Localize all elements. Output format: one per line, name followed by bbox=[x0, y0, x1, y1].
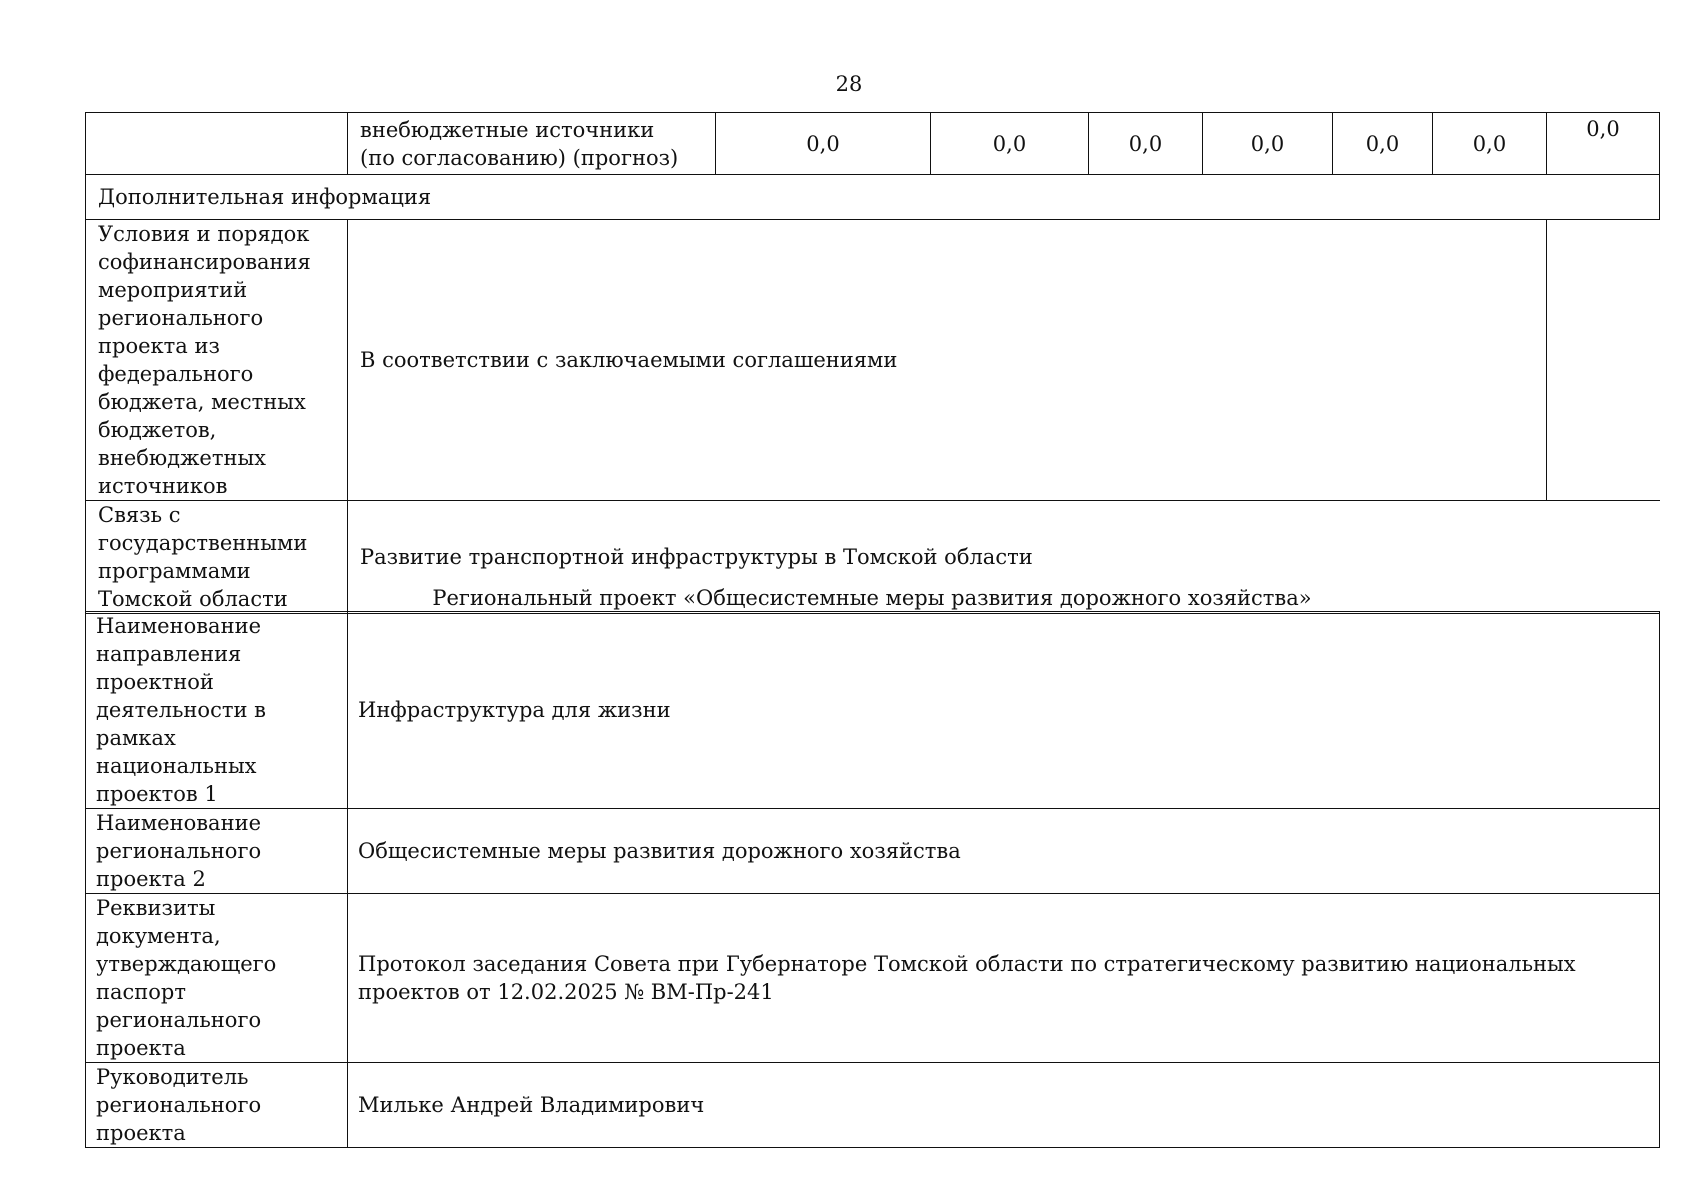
passport-row-value: Инфраструктура для жизни bbox=[348, 612, 1660, 809]
funding-value: 0,0 bbox=[1089, 113, 1203, 175]
cofinancing-value-tail bbox=[1547, 220, 1660, 501]
funding-table bbox=[85, 112, 1660, 614]
funding-empty-cell bbox=[86, 113, 348, 175]
passport-row-value: Мильке Андрей Владимирович bbox=[348, 1063, 1660, 1148]
page-number: 28 bbox=[835, 72, 863, 96]
section-title: Региональный проект «Общесистемные меры развития дорожного хозяйства» bbox=[432, 586, 1312, 610]
additional-info-header: Дополнительная информация bbox=[86, 175, 1660, 220]
funding-value: 0,0 bbox=[1203, 113, 1333, 175]
passport-row-value: Протокол заседания Совета при Губернаторе Томской области по стратегическому развитию национальных проектов от 12.02.2025 № ВМ-Пр-241 bbox=[348, 894, 1660, 1063]
passport-table bbox=[85, 611, 1660, 1148]
cofinancing-label: Условия и порядок софинансирования мероприятий регионального проекта из федерального бюджета, местных бюджетов, внебюджетных источников bbox=[86, 220, 348, 501]
funding-source-label: внебюджетные источники (по согласованию) (прогноз) bbox=[348, 113, 716, 175]
program-link-value: Развитие транспортной инфраструктуры в Томской области bbox=[348, 501, 1660, 614]
passport-row-value: Общесистемные меры развития дорожного хозяйства bbox=[348, 809, 1660, 894]
passport-row-label: Наименование направления проектной деятельности в рамках национальных проектов 1 bbox=[86, 612, 348, 809]
program-link-label: Связь с государственными программами Томской области bbox=[86, 501, 348, 614]
passport-row-label: Руководитель регионального проекта bbox=[86, 1063, 348, 1148]
funding-value: 0,0 bbox=[1433, 113, 1547, 175]
passport-row-label: Реквизиты документа, утверждающего паспорт регионального проекта bbox=[86, 894, 348, 1063]
funding-value: 0,0 bbox=[1333, 113, 1433, 175]
funding-value: 0,0 bbox=[931, 113, 1089, 175]
passport-row-label: Наименование регионального проекта 2 bbox=[86, 809, 348, 894]
funding-value: 0,0 bbox=[1547, 113, 1660, 175]
cofinancing-value: В соответствии с заключаемыми соглашениями bbox=[348, 220, 1547, 501]
funding-value: 0,0 bbox=[716, 113, 931, 175]
